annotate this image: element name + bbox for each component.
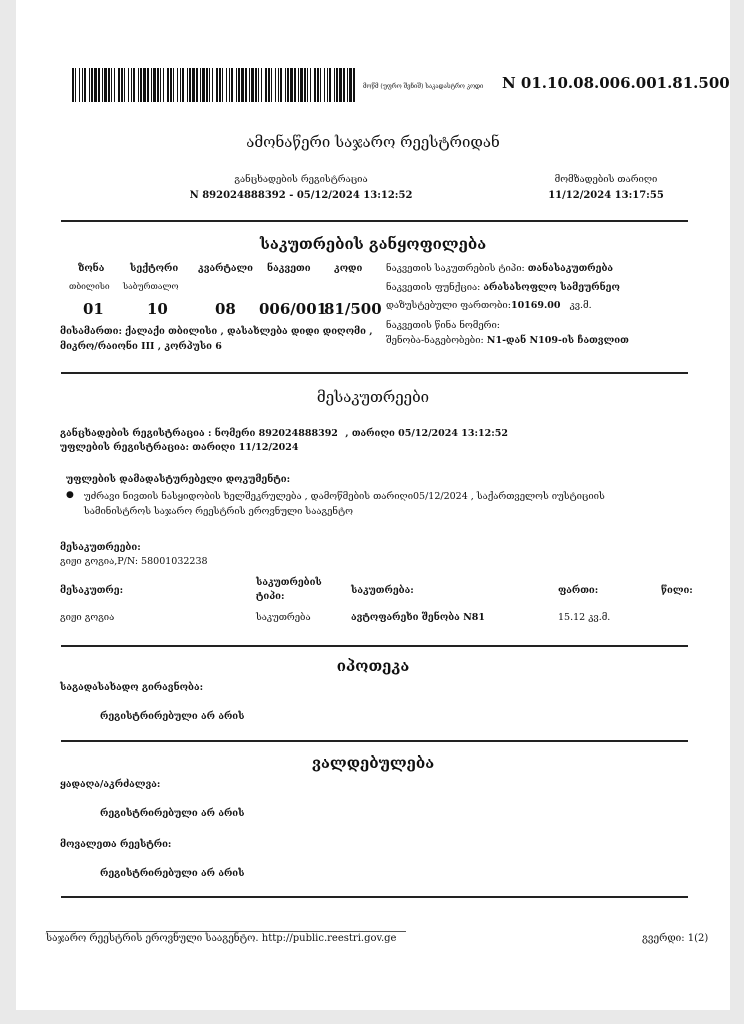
buildings-value: N1-დან N109-ის ჩათვლით <box>486 335 629 346</box>
row-area: 15.12 კვ.მ. <box>558 612 611 623</box>
zone-sub: თბილისი <box>69 282 110 292</box>
buildings-label: შენობა-ნაგებობები: <box>386 335 484 346</box>
buildings-row <box>386 335 629 346</box>
area-unit: კვ.მ. <box>569 300 592 311</box>
prepared-value: 11/12/2024 13:17:55 <box>548 190 664 201</box>
right-reg-label: უფლების რეგისტრაცია: თარიღი <box>60 442 236 453</box>
quarter-label: კვარტალი <box>198 263 254 274</box>
divider <box>61 372 688 374</box>
owners-reg-date-value: 05/12/2024 13:12:52 <box>398 428 508 439</box>
cert-caption: მოწმ (უფრო შენიშ) საკადასტრო კოდი <box>363 83 484 90</box>
right-reg-value: 11/12/2024 <box>238 442 299 453</box>
footer-agency: საჯარო რეესტრის ეროვნული სააგენტო. http://public.reestri.gov.ge <box>46 933 397 944</box>
divider <box>61 896 688 898</box>
function-row <box>386 282 620 293</box>
col-type-line1: საკუთრების <box>256 577 322 588</box>
document-line2: სამინისტროს საჯარო რეესტრის ეროვნული სააგენტო <box>84 506 353 517</box>
debtors-value: რეგისტრირებული არ არის <box>100 868 245 879</box>
code-label: კოდი <box>334 263 363 274</box>
zone-label: ზონა <box>78 263 105 274</box>
row-owner: გიჟი გოგია <box>60 612 115 623</box>
owners-label: მესაკუთრეები: <box>60 542 141 553</box>
address-line1: ქალაქი თბილისი , დასახლება დიდი დიღომი , <box>124 326 373 337</box>
sector-value: 10 <box>147 300 168 318</box>
owners-reg-value: 892024888392 <box>258 428 338 439</box>
debtors-label: მოვალეთა რეესტრი: <box>60 839 172 850</box>
document-line1: უძრავი ნივთის ნასყიდობის ხელშეკრულება , დამოწმების თარიღი05/12/2024 , საქართველოს იუსტიციის <box>84 491 605 502</box>
code-value: 81/500 <box>324 300 382 318</box>
col-property: საკუთრება: <box>351 585 414 596</box>
document-page <box>16 0 730 1010</box>
owners-reg-label: განცხადების რეგისტრაცია : ნომერი <box>60 428 256 439</box>
col-area: ფართი: <box>558 585 599 596</box>
property-section-title: საკუთრების განყოფილება <box>259 235 487 253</box>
ownership-type-value: თანასაკუთრება <box>527 263 614 274</box>
document-label: უფლების დამადასტურებელი დოკუმენტი: <box>66 474 291 485</box>
function-label: ნაკვეთის ფუნქცია: <box>386 282 481 293</box>
barcode <box>72 68 354 102</box>
area-value: 10169.00 <box>510 300 561 311</box>
address-label: მისამართი: <box>60 326 122 337</box>
seizure-label: ყადაღა/აკრძალვა: <box>60 779 161 790</box>
area-label: დაზუსტებული ფართობი: <box>386 300 511 311</box>
debts-section-title: ვალდებულება <box>311 754 435 772</box>
tax-lien-label: საგადასახადო გირავნობა: <box>60 682 204 693</box>
address-block <box>60 326 373 337</box>
previous-number-label: ნაკვეთის წინა ნომერი: <box>386 320 500 331</box>
quarter-value: 08 <box>215 300 236 318</box>
row-property: ავტოფარეხი შენობა N81 <box>351 612 485 623</box>
divider <box>61 740 688 742</box>
footer-divider <box>46 931 406 932</box>
ownership-type-label: ნაკვეთის საკუთრების ტიპი: <box>386 263 525 274</box>
bullet: ● <box>66 490 74 500</box>
seizure-value: რეგისტრირებული არ არის <box>100 808 245 819</box>
owners-reg-date-label: , თარიღი <box>345 428 395 439</box>
divider <box>61 220 688 222</box>
prepared-label: მომზადების თარიღი <box>554 174 658 185</box>
footer-page-number: გვერდი: 1(2) <box>642 933 709 944</box>
registration-value: N 892024888392 - 05/12/2024 13:12:52 <box>189 190 413 201</box>
parcel-label: ნაკვეთი <box>267 263 311 274</box>
col-share: წილი: <box>661 585 693 596</box>
owners-section-title: მესაკუთრეები <box>316 388 430 406</box>
row-type: საკუთრება <box>256 612 311 623</box>
registration-label: განცხადების რეგისტრაცია <box>234 174 368 185</box>
document-title: ამონაწერი საჯარო რეესტრიდან <box>246 133 500 151</box>
area-row <box>386 300 592 311</box>
owners-value: გიჟი გოგია,P/N: 58001032238 <box>60 556 208 567</box>
mortgage-section-title: იპოთეკა <box>336 657 410 675</box>
zone-value: 01 <box>83 300 104 318</box>
address-line2: მიკრო/რაიონი III , კორპუსი 6 <box>60 341 222 352</box>
parcel-value: 006/001 <box>259 300 328 318</box>
ownership-type-row <box>386 263 613 274</box>
sector-label: სექტორი <box>130 263 179 274</box>
col-type-line2: ტიპი: <box>256 591 285 602</box>
divider <box>61 645 688 647</box>
function-value: არასასოფლო სამეურნეო <box>483 282 620 293</box>
tax-lien-value: რეგისტრირებული არ არის <box>100 711 245 722</box>
right-registration-line <box>60 442 298 453</box>
cert-number: N 01.10.08.006.001.81.500 <box>502 74 730 92</box>
sector-sub: საბურთალო <box>123 282 179 292</box>
owners-registration-line <box>60 428 508 439</box>
col-owner: მესაკუთრე: <box>60 585 124 596</box>
